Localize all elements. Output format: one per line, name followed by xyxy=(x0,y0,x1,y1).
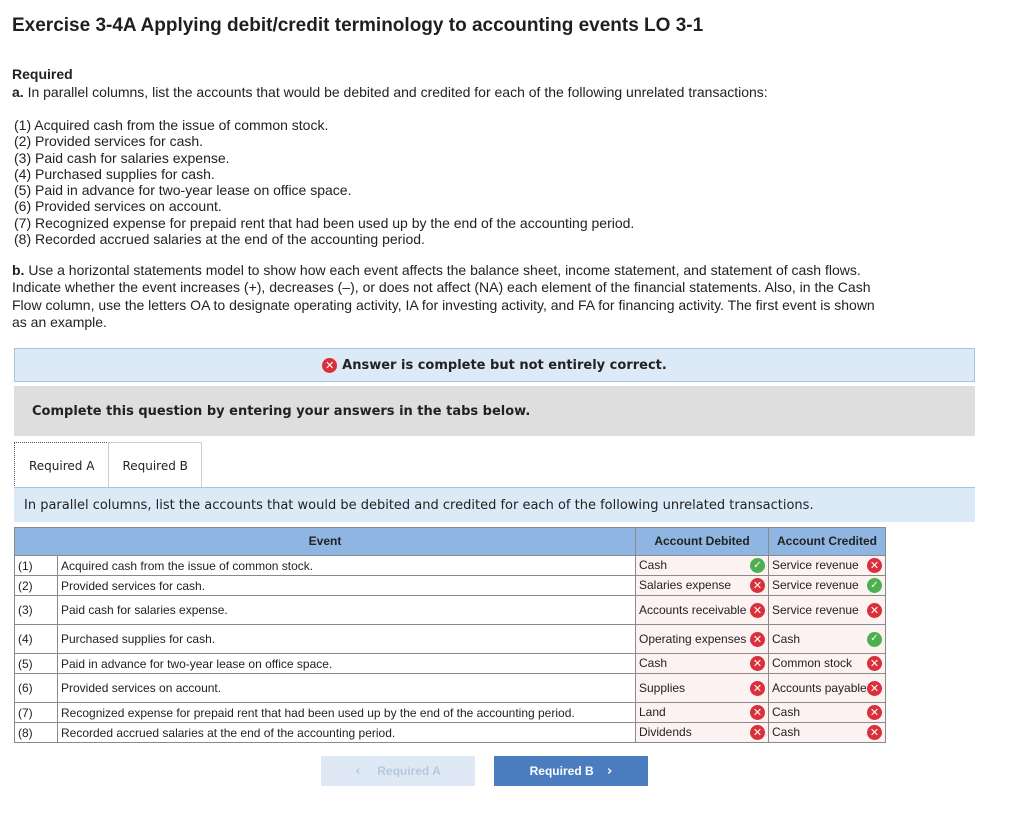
account-debited-field[interactable] xyxy=(636,674,769,703)
account-debited-field-value: Accounts receivable xyxy=(639,602,747,617)
account-debited-field-value: Cash xyxy=(639,656,668,670)
tab-required-b[interactable]: Required B xyxy=(108,442,201,488)
account-credited-field-value: Service revenue xyxy=(772,602,859,617)
account-debited-field[interactable] xyxy=(636,723,769,743)
account-credited-field[interactable] xyxy=(769,576,886,596)
table-row xyxy=(15,576,886,596)
incorrect-x-icon: ✕ xyxy=(867,725,882,740)
transaction-item: (3) Paid cash for salaries expense. xyxy=(14,149,230,166)
account-debited-field[interactable] xyxy=(636,625,769,654)
correct-check-icon: ✓ xyxy=(750,558,765,573)
account-credited-field[interactable] xyxy=(769,674,886,703)
part-b-body: Use a horizontal statements model to show how each event affects the balance sheet, income statement, and statement of cash flows. Indicate whether the event increases (+), decreases (–), or does not affect (NA) each element of the financial statements. Also, in the Cash Flow column, use the letters OA to designate operating activity, IA for investing activity, and FA for financing activity. The first event is shown as an example. xyxy=(12,262,875,331)
part-a-text xyxy=(12,84,768,100)
table-row xyxy=(15,596,886,625)
account-credited-field[interactable] xyxy=(769,556,886,576)
account-credited-field-value: Cash xyxy=(772,631,801,646)
transaction-item: (4) Purchased supplies for cash. xyxy=(14,165,215,182)
event-description: Provided services on account. xyxy=(58,674,636,703)
incorrect-x-icon: ✕ xyxy=(750,632,765,647)
event-description: Purchased supplies for cash. xyxy=(58,625,636,654)
incorrect-x-icon: ✕ xyxy=(750,725,765,740)
account-credited-field[interactable] xyxy=(769,625,886,654)
account-debited-field[interactable] xyxy=(636,703,769,723)
row-number: (6) xyxy=(15,674,58,703)
table-header-row xyxy=(15,528,886,556)
account-credited-field-value: Cash xyxy=(772,725,801,739)
table-row xyxy=(15,674,886,703)
event-description: Recognized expense for prepaid rent that had been used up by the end of the accounting period. xyxy=(58,703,636,723)
transaction-item: (6) Provided services on account. xyxy=(14,198,222,215)
transaction-item: (2) Provided services for cash. xyxy=(14,133,204,150)
required-heading: Required xyxy=(12,66,73,82)
table-row xyxy=(15,723,886,743)
part-a-body: In parallel columns, list the accounts that would be debited and credited for each of the following unrelated transactions: xyxy=(27,84,768,100)
instruction-text: Complete this question by entering your answers in the tabs below. xyxy=(32,403,531,419)
account-debited-field-value: Supplies xyxy=(639,680,686,695)
account-credited-field[interactable] xyxy=(769,723,886,743)
result-banner-text: Answer is complete but not entirely correct. xyxy=(342,357,667,373)
table-row xyxy=(15,654,886,674)
table-row xyxy=(15,625,886,654)
account-debited-field[interactable] xyxy=(636,654,769,674)
row-number: (7) xyxy=(15,703,58,723)
transaction-item: (1) Acquired cash from the issue of common stock. xyxy=(14,117,329,133)
debited-column-header: Account Debited xyxy=(636,528,769,556)
account-debited-field-value: Salaries expense xyxy=(639,578,732,592)
account-credited-field-value: Service revenue xyxy=(772,558,859,572)
row-number: (5) xyxy=(15,654,58,674)
incorrect-x-icon: ✕ xyxy=(750,681,765,696)
account-credited-field-value: Accounts payable xyxy=(772,680,867,695)
part-b-prefix: b. xyxy=(12,262,25,278)
result-banner xyxy=(14,348,975,382)
row-number: (2) xyxy=(15,576,58,596)
event-description: Provided services for cash. xyxy=(58,576,636,596)
tab-subheading: In parallel columns, list the accounts that would be debited and credited for each of the following unrelated transactions. xyxy=(14,487,975,522)
account-debited-field[interactable] xyxy=(636,596,769,625)
correct-check-icon: ✓ xyxy=(867,632,882,647)
incorrect-x-icon: ✕ xyxy=(750,578,765,593)
account-credited-field[interactable] xyxy=(769,654,886,674)
account-credited-field[interactable] xyxy=(769,596,886,625)
next-tab-button[interactable] xyxy=(494,756,648,786)
account-debited-field[interactable] xyxy=(636,576,769,596)
event-description: Recorded accrued salaries at the end of the accounting period. xyxy=(58,723,636,743)
incorrect-x-icon: ✕ xyxy=(867,656,882,671)
chevron-right-icon: › xyxy=(607,763,613,779)
account-debited-field-value: Operating expenses xyxy=(639,631,747,646)
row-number: (4) xyxy=(15,625,58,654)
transaction-item: (8) Recorded accrued salaries at the end of the accounting period. xyxy=(14,231,425,248)
incorrect-x-icon: ✕ xyxy=(867,681,882,696)
transaction-list xyxy=(14,117,634,247)
account-debited-field-value: Land xyxy=(639,705,666,719)
credited-column-header: Account Credited xyxy=(769,528,886,556)
row-number: (1) xyxy=(15,556,58,576)
instruction-bar xyxy=(14,386,975,436)
table-row xyxy=(15,703,886,723)
incorrect-x-icon: ✕ xyxy=(750,603,765,618)
event-description: Paid in advance for two-year lease on office space. xyxy=(58,654,636,674)
prev-tab-button[interactable] xyxy=(321,756,475,786)
incorrect-x-icon: ✕ xyxy=(867,603,882,618)
incorrect-x-icon: ✕ xyxy=(750,705,765,720)
account-credited-field-value: Common stock xyxy=(772,656,853,670)
part-b-text xyxy=(12,262,892,332)
event-description: Acquired cash from the issue of common stock. xyxy=(58,556,636,576)
incorrect-x-icon: ✕ xyxy=(867,705,882,720)
correct-check-icon: ✓ xyxy=(867,578,882,593)
account-credited-field[interactable] xyxy=(769,703,886,723)
row-number: (8) xyxy=(15,723,58,743)
account-credited-field-value: Cash xyxy=(772,705,801,719)
incorrect-icon: ✕ xyxy=(322,358,337,373)
next-tab-label: Required B xyxy=(529,764,594,778)
tab-bar xyxy=(14,442,202,488)
event-description: Paid cash for salaries expense. xyxy=(58,596,636,625)
incorrect-x-icon: ✕ xyxy=(750,656,765,671)
event-column-header: Event xyxy=(15,528,636,556)
answer-table xyxy=(14,527,886,743)
account-debited-field-value: Cash xyxy=(639,558,668,572)
incorrect-x-icon: ✕ xyxy=(867,558,882,573)
chevron-left-icon: ‹ xyxy=(355,763,361,779)
transaction-item: (7) Recognized expense for prepaid rent that had been used up by the end of the accounting period. xyxy=(14,214,635,231)
table-row xyxy=(15,556,886,576)
prev-tab-label: Required A xyxy=(377,764,441,778)
part-a-prefix: a. xyxy=(12,84,24,100)
account-debited-field-value: Dividends xyxy=(639,725,692,739)
account-credited-field-value: Service revenue xyxy=(772,578,859,592)
row-number: (3) xyxy=(15,596,58,625)
tab-required-a[interactable]: Required A xyxy=(14,442,109,488)
page-title: Exercise 3-4A Applying debit/credit terminology to accounting events LO 3-1 xyxy=(12,15,704,36)
transaction-item: (5) Paid in advance for two-year lease on office space. xyxy=(14,182,352,199)
account-debited-field[interactable] xyxy=(636,556,769,576)
